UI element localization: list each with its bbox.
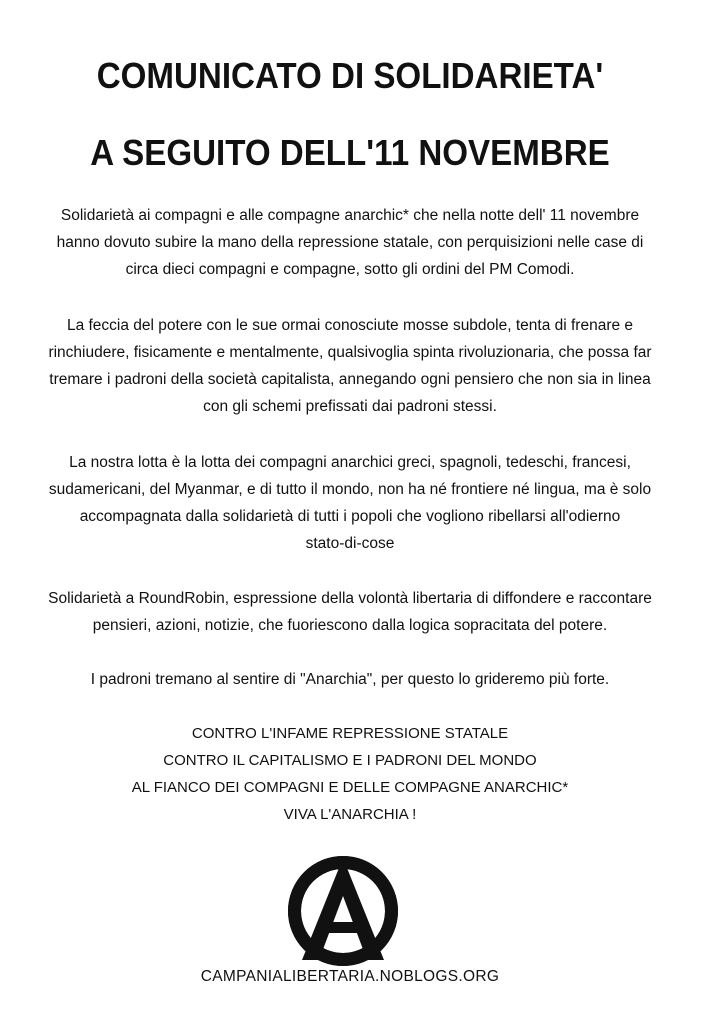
page-title-line-1: COMUNICATO DI SOLIDARIETA'	[96, 55, 604, 96]
paragraph-line: hanno dovuto subire la mano della repressione statale, con perquisizioni nelle case di	[56, 234, 644, 251]
paragraph-3	[0, 449, 700, 557]
paragraph-line: accompagnata dalla solidarietà di tutti i popoli che vogliono ribellarsi all'odierno	[79, 508, 621, 525]
paragraph-line: La nostra lotta è la lotta dei compagni anarchici greci, spagnoli, tedeschi, francesi,	[69, 454, 631, 471]
circle-a-anarchy-icon	[288, 856, 398, 966]
paragraph-line: tremare i padroni della società capitalista, annegando ogni pensiero che non sia in linea	[49, 371, 651, 388]
paragraph-line: La feccia del potere con le sue ormai conosciute mosse subdole, tenta di frenare e	[66, 317, 634, 334]
paragraph-line: Solidarietà a RoundRobin, espressione della volontà libertaria di diffondere e raccontare	[48, 590, 652, 607]
paragraph-line: Solidarietà ai compagni e alle compagne anarchic* che nella notte dell' 11 novembre	[60, 207, 640, 224]
paragraph-1	[0, 202, 700, 283]
paragraph-line: con gli schemi prefissati dai padroni stessi.	[203, 398, 497, 415]
paragraph-line: I padroni tremano al sentire di "Anarchia", per questo lo grideremo più forte.	[90, 671, 610, 688]
slogans	[0, 720, 700, 828]
page-title-line-2: A SEGUITO DELL'11 NOVEMBRE	[90, 132, 610, 173]
paragraph-line: sudamericani, del Myanmar, e di tutto il mondo, non ha né frontiere né lingua, ma è solo	[48, 481, 652, 498]
paragraph-line: rinchiudere, fisicamente e mentalmente, qualsivoglia spinta rivoluzionaria, che possa far	[48, 344, 652, 361]
slogan-line: CONTRO L'INFAME REPRESSIONE STATALE	[191, 725, 509, 742]
paragraph-line: stato-di-cose	[305, 535, 395, 552]
website-footer: CAMPANIALIBERTARIA.NOBLOGS.ORG	[200, 968, 500, 985]
paragraph-4	[0, 585, 700, 639]
slogan-line: AL FIANCO DEI COMPAGNI E DELLE COMPAGNE ANARCHIC*	[131, 779, 569, 796]
paragraph-2	[0, 312, 700, 420]
slogan-line: VIVA L'ANARCHIA !	[283, 806, 417, 823]
paragraph-line: circa dieci compagni e compagne, sotto gli ordini del PM Comodi.	[125, 261, 575, 278]
paragraph-5	[0, 666, 700, 693]
paragraph-line: pensieri, azioni, notizie, che fuoriescono dalla logica sopracitata del potere.	[92, 617, 608, 634]
slogan-line: CONTRO IL CAPITALISMO E I PADRONI DEL MONDO	[163, 752, 537, 769]
